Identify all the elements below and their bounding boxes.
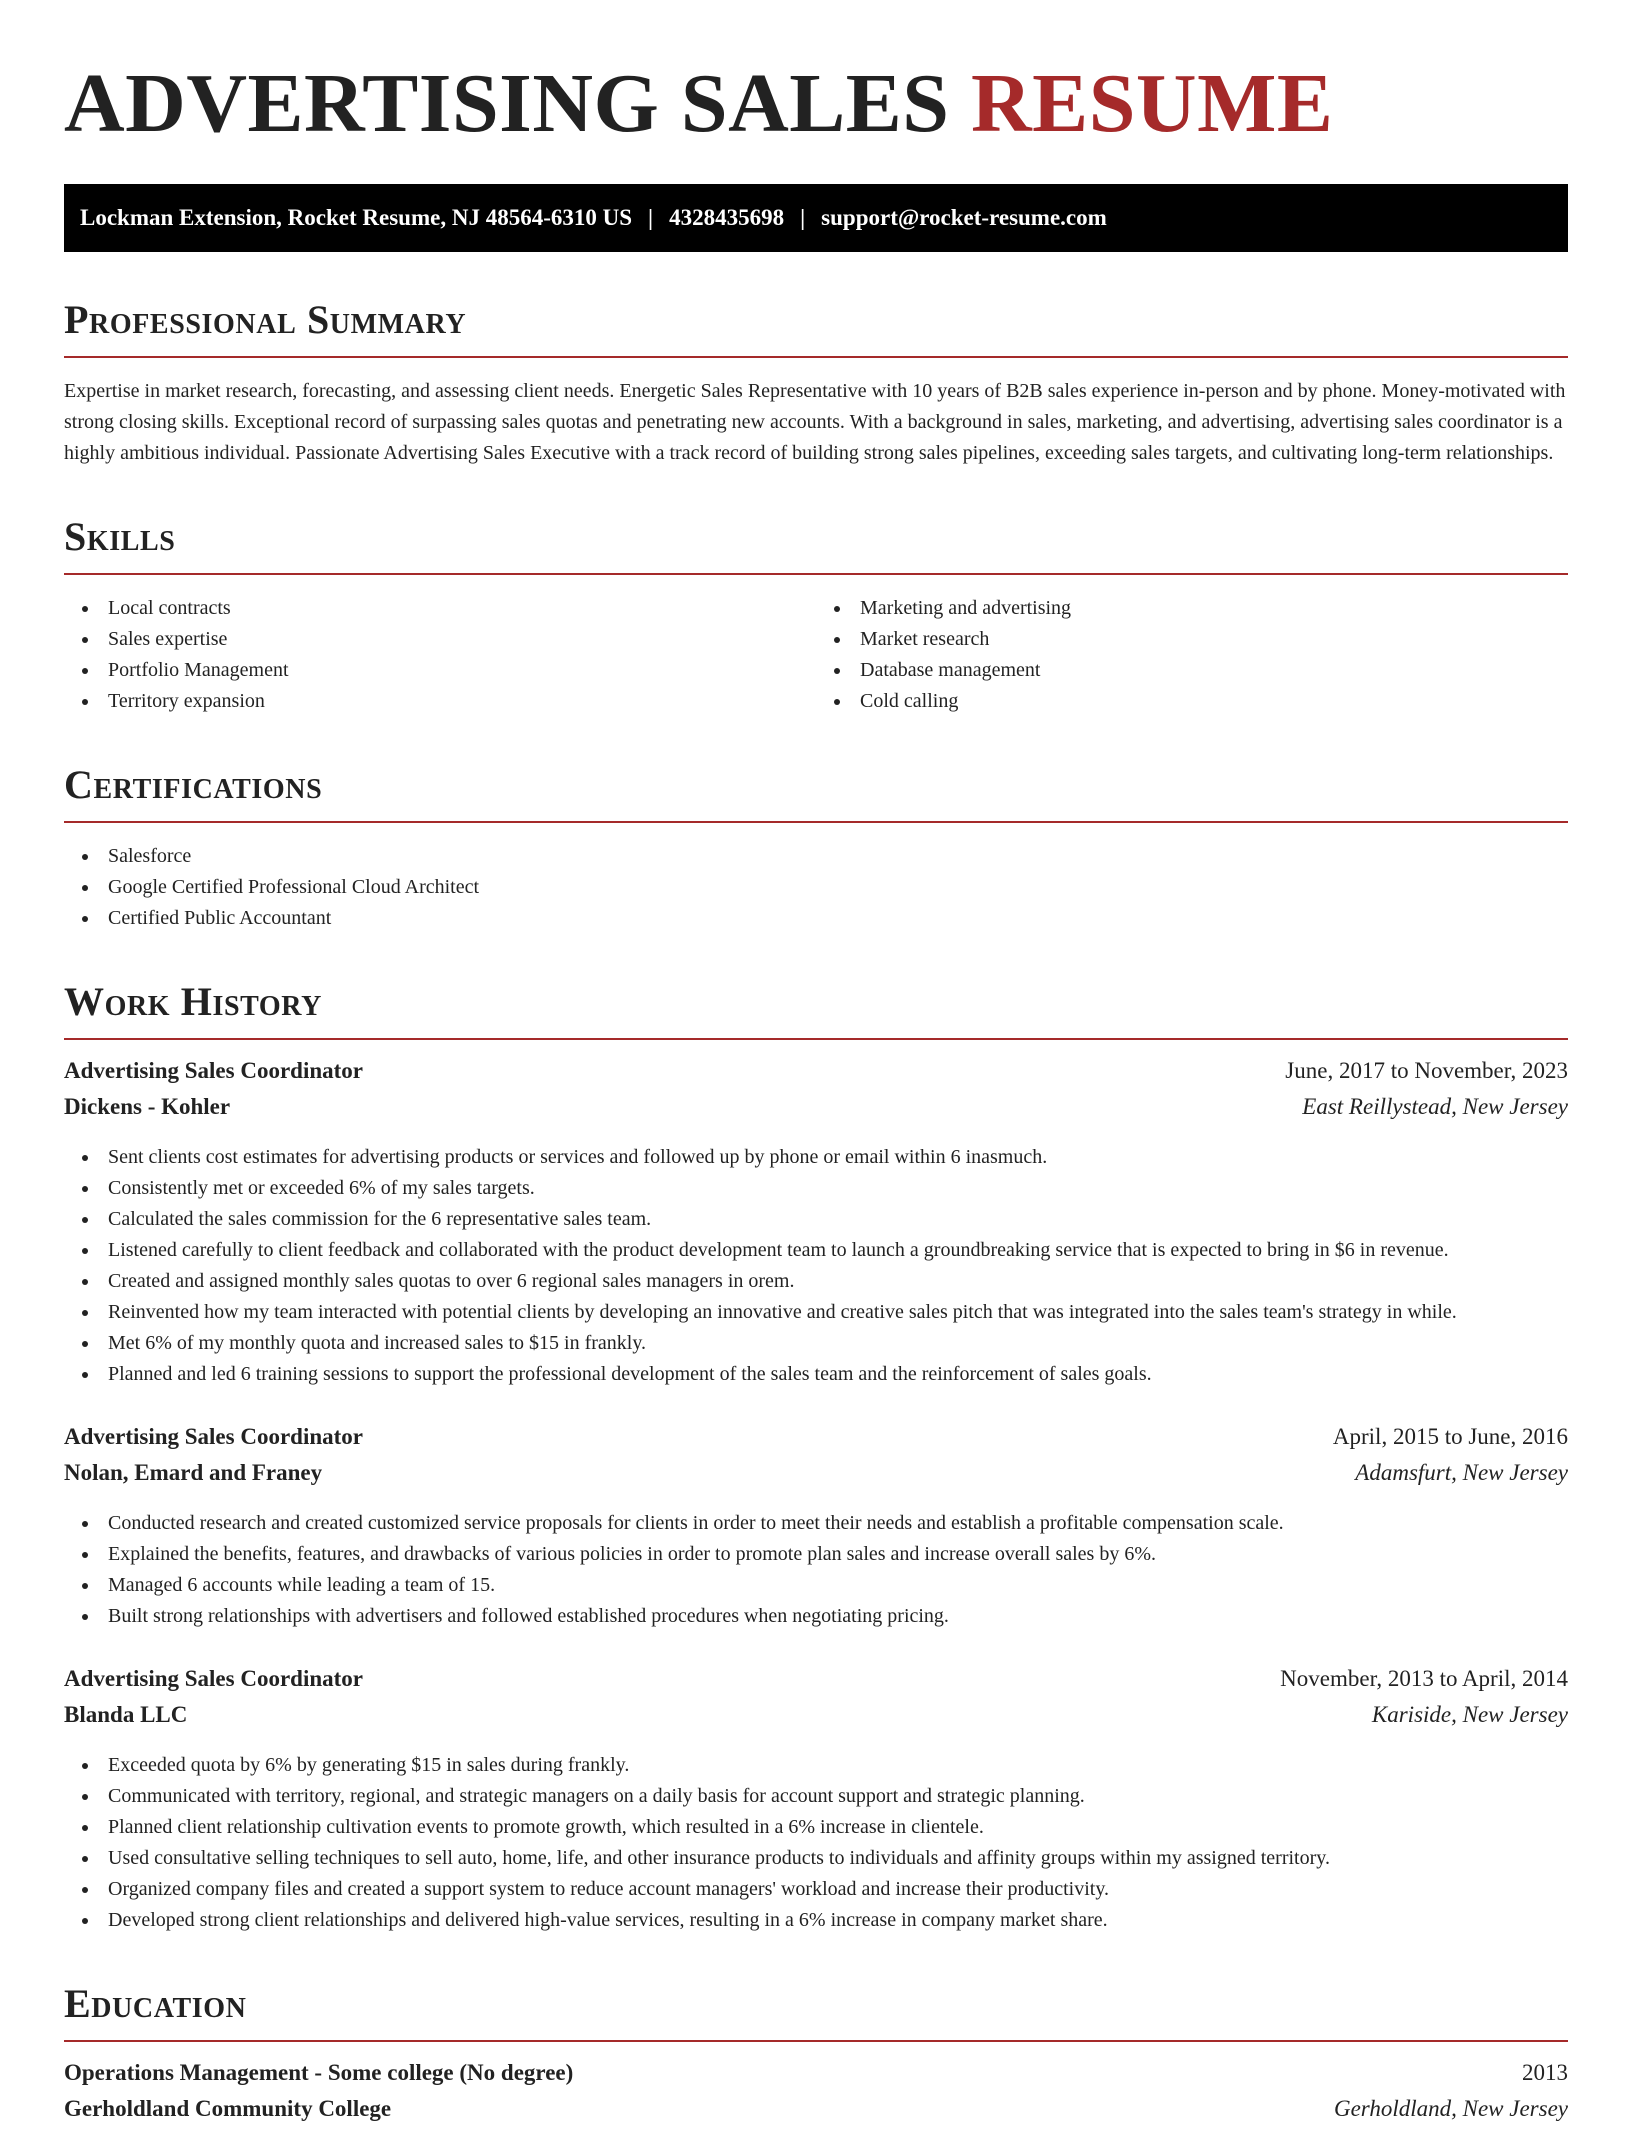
contact-separator: |	[800, 205, 806, 230]
job-bullet: Met 6% of my monthly quota and increased sales to $15 in frankly.	[64, 1328, 1568, 1359]
job-title: Advertising Sales Coordinator	[64, 1666, 363, 1691]
job-bullet: Managed 6 accounts while leading a team of 15.	[64, 1570, 1568, 1601]
job-bullet: Exceeded quota by 6% by generating $15 in sales during frankly.	[64, 1750, 1568, 1781]
skill-item: Territory expansion	[64, 686, 816, 717]
job-dates: June, 2017 to November, 2023	[1285, 1058, 1568, 1083]
contact-separator: |	[648, 205, 654, 230]
job-company: Dickens - Kohler	[64, 1094, 231, 1119]
skill-item: Sales expertise	[64, 624, 816, 655]
section-heading-certifications: Certifications	[64, 762, 323, 807]
certification-item: Certified Public Accountant	[64, 903, 1568, 934]
contact-phone: 4328435698	[669, 205, 785, 230]
job-entry	[64, 1666, 1568, 1936]
education-school: Gerholdland Community College	[64, 2096, 392, 2121]
section-heading-skills: Skills	[64, 514, 176, 559]
job-location: Kariside, New Jersey	[1371, 1702, 1568, 1727]
section-divider	[64, 2040, 1568, 2042]
skills-list-right	[816, 593, 1568, 717]
summary-text: Expertise in market research, forecasting, and assessing client needs. Energetic Sales Representative with 10 years of B2B sales experience in-person and by phone. Money-motivated with strong closing skills. Exceptional record of surpassing sales quotas and penetrating new accounts. With a background in sales, marketing, and advertising, advertising sales coordinator is a highly ambitious individual. Passionate Advertising Sales Executive with a track record of building strong sales pipelines, exceeding sales targets, and cultivating long-term relationships.	[64, 380, 1566, 464]
contact-email: support@rocket-resume.com	[821, 205, 1107, 230]
skills-grid	[64, 593, 1568, 717]
job-bullet: Explained the benefits, features, and drawbacks of various policies in order to promote plan sales and increase overall sales by 6%.	[64, 1539, 1568, 1570]
job-row	[64, 1058, 1568, 1094]
section-heading-work-history: Work History	[64, 979, 322, 1024]
job-entry	[64, 1058, 1568, 1390]
skills-list-left	[64, 593, 816, 717]
section-heading-education: Education	[64, 1981, 247, 2026]
education-year: 2013	[1522, 2060, 1568, 2085]
job-bullet: Used consultative selling techniques to sell auto, home, life, and other insurance products to individuals and affinity groups within my assigned territory.	[64, 1843, 1568, 1874]
education-degree: Operations Management - Some college (No degree)	[64, 2060, 574, 2085]
job-company: Blanda LLC	[64, 1702, 188, 1727]
job-bullet: Reinvented how my team interacted with potential clients by developing an innovative and creative sales pitch that was integrated into the sales team's strategy in while.	[64, 1297, 1568, 1328]
job-title: Advertising Sales Coordinator	[64, 1058, 363, 1083]
section-divider	[64, 1038, 1568, 1040]
resume-title	[64, 56, 1568, 152]
contact-address: Lockman Extension, Rocket Resume, NJ 48564-6310 US	[80, 205, 632, 230]
section-divider	[64, 573, 1568, 575]
education-row	[64, 2060, 1568, 2096]
job-row	[64, 1424, 1568, 1460]
job-bullet: Developed strong client relationships and delivered high-value services, resulting in a 6% increase in company market share.	[64, 1905, 1568, 1936]
job-bullet: Calculated the sales commission for the 6 representative sales team.	[64, 1204, 1568, 1235]
job-entry	[64, 1424, 1568, 1632]
job-bullet: Listened carefully to client feedback and collaborated with the product development team to launch a groundbreaking service that is expected to bring in $6 in revenue.	[64, 1235, 1568, 1266]
skills-section	[64, 513, 1568, 717]
summary-section	[64, 296, 1568, 469]
job-row	[64, 1094, 1568, 1130]
job-bullet: Consistently met or exceeded 6% of my sales targets.	[64, 1173, 1568, 1204]
work-history-section	[64, 978, 1568, 1936]
job-row	[64, 1702, 1568, 1738]
job-bullets	[64, 1508, 1568, 1632]
education-location: Gerholdland, New Jersey	[1333, 2096, 1568, 2121]
skill-item: Database management	[816, 655, 1568, 686]
job-bullet: Created and assigned monthly sales quotas to over 6 regional sales managers in orem.	[64, 1266, 1568, 1297]
job-company: Nolan, Emard and Franey	[64, 1460, 323, 1485]
job-location: East Reillystead, New Jersey	[1302, 1094, 1568, 1119]
title-accent: RESUME	[971, 57, 1334, 150]
section-heading-summary: Professional Summary	[64, 297, 467, 342]
job-dates: November, 2013 to April, 2014	[1280, 1666, 1568, 1691]
job-location: Adamsfurt, New Jersey	[1355, 1460, 1568, 1485]
job-bullets	[64, 1750, 1568, 1936]
job-bullet: Conducted research and created customized service proposals for clients in order to meet their needs and establish a profitable compensation scale.	[64, 1508, 1568, 1539]
job-row	[64, 1666, 1568, 1702]
skill-item: Portfolio Management	[64, 655, 816, 686]
certifications-section	[64, 761, 1568, 934]
job-bullet: Planned client relationship cultivation events to promote growth, which resulted in a 6% increase in clientele.	[64, 1812, 1568, 1843]
job-bullet: Sent clients cost estimates for advertising products or services and followed up by phone or email within 6 inasmuch.	[64, 1142, 1568, 1173]
certification-item: Salesforce	[64, 841, 1568, 872]
title-main: ADVERTISING SALES	[64, 57, 950, 150]
job-bullet: Planned and led 6 training sessions to support the professional development of the sales team and the reinforcement of sales goals.	[64, 1359, 1568, 1390]
education-entry	[64, 2060, 1568, 2132]
skill-item: Local contracts	[64, 593, 816, 624]
section-divider	[64, 356, 1568, 358]
education-row	[64, 2096, 1568, 2132]
job-bullet: Communicated with territory, regional, and strategic managers on a daily basis for account support and strategic planning.	[64, 1781, 1568, 1812]
skill-item: Market research	[816, 624, 1568, 655]
skill-item: Cold calling	[816, 686, 1568, 717]
job-row	[64, 1460, 1568, 1496]
job-bullet: Organized company files and created a support system to reduce account managers' workload and increase their productivity.	[64, 1874, 1568, 1905]
skill-item: Marketing and advertising	[816, 593, 1568, 624]
certifications-list	[64, 841, 1568, 934]
contact-bar	[64, 184, 1568, 252]
education-section	[64, 1980, 1568, 2132]
job-title: Advertising Sales Coordinator	[64, 1424, 363, 1449]
job-bullets	[64, 1142, 1568, 1390]
job-bullet: Built strong relationships with advertisers and followed established procedures when negotiating pricing.	[64, 1601, 1568, 1632]
section-divider	[64, 821, 1568, 823]
certification-item: Google Certified Professional Cloud Architect	[64, 872, 1568, 903]
job-dates: April, 2015 to June, 2016	[1332, 1424, 1568, 1449]
